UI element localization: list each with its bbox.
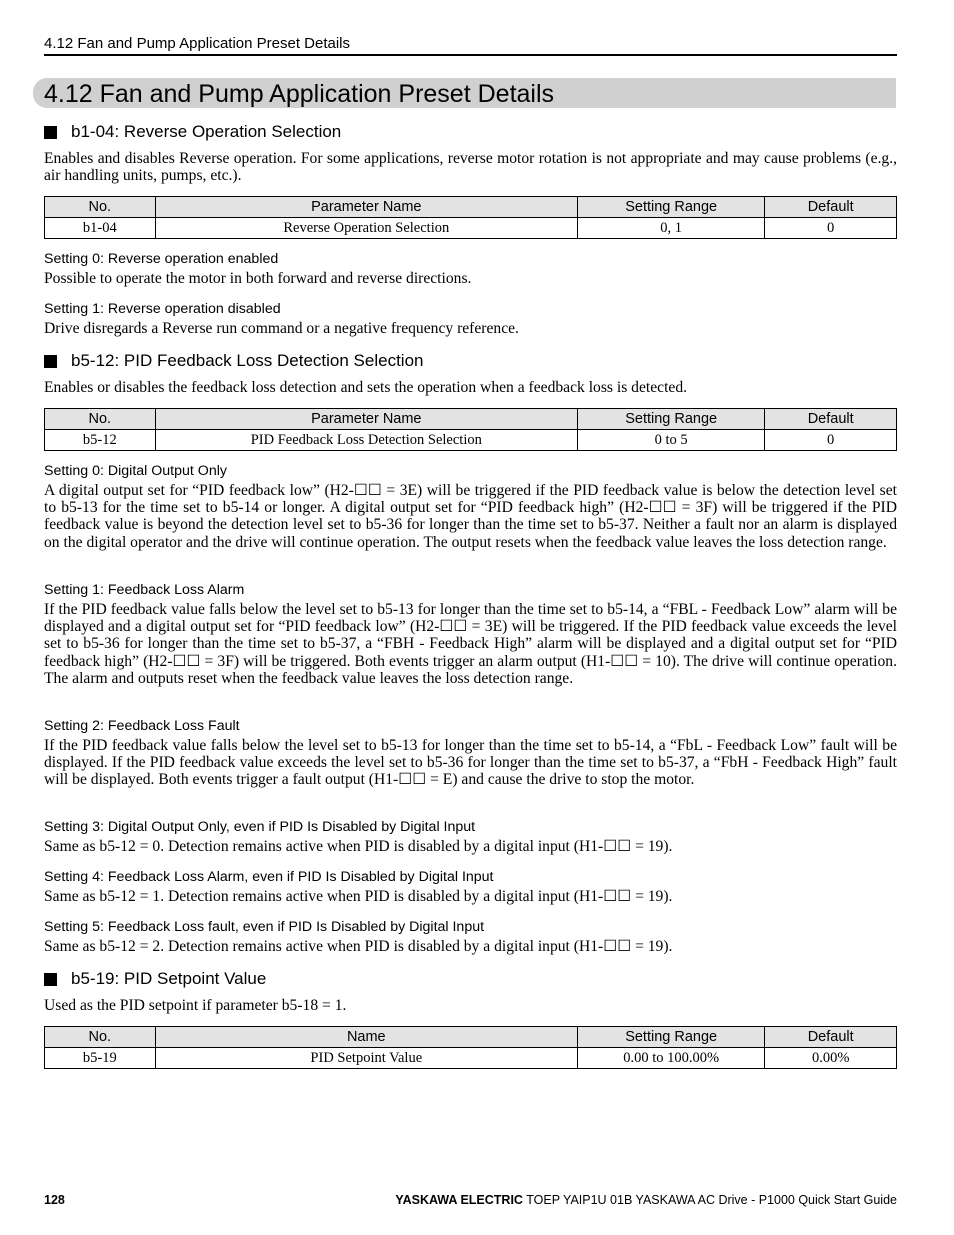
setting-text: Possible to operate the motor in both forward and reverse directions. xyxy=(44,270,472,287)
setting-title: Setting 4: Feedback Loss Alarm, even if PID Is Disabled by Digital Input xyxy=(44,869,494,885)
setting-title: Setting 2: Feedback Loss Fault xyxy=(44,718,240,734)
cell-range: 0 to 5 xyxy=(578,430,765,451)
table-row xyxy=(45,1048,897,1069)
cell-name: PID Setpoint Value xyxy=(155,1048,577,1069)
cell-no: b5-12 xyxy=(45,430,156,451)
setting-title: Setting 0: Digital Output Only xyxy=(44,463,227,479)
cell-default: 0 xyxy=(765,218,897,239)
table-row xyxy=(45,430,897,451)
running-head: 4.12 Fan and Pump Application Preset Details xyxy=(44,35,897,56)
section-b5-19 xyxy=(44,969,897,989)
setting-text: Same as b5-12 = 2. Detection remains active when PID is disabled by a digital input (H1-☐☐ = 19). xyxy=(44,938,673,955)
parameter-table xyxy=(44,196,897,239)
table-header-row xyxy=(45,1027,897,1048)
setting-title: Setting 1: Feedback Loss Alarm xyxy=(44,582,245,598)
table-row xyxy=(45,218,897,239)
table-header-row xyxy=(45,197,897,218)
section-intro: Used as the PID setpoint if parameter b5-18 = 1. xyxy=(44,997,347,1014)
table-header-row xyxy=(45,409,897,430)
setting-title: Setting 3: Digital Output Only, even if PID Is Disabled by Digital Input xyxy=(44,819,476,835)
cell-no: b1-04 xyxy=(45,218,156,239)
chapter-title-bar xyxy=(33,78,896,108)
bullet-square-icon xyxy=(44,355,57,368)
section-heading: b5-12: PID Feedback Loss Detection Selection xyxy=(44,351,897,371)
header-range: Setting Range xyxy=(577,1027,764,1048)
setting-title: Setting 1: Reverse operation disabled xyxy=(44,301,281,317)
section-intro: Enables or disables the feedback loss detection and sets the operation when a feedback loss is detected. xyxy=(44,379,688,396)
header-default: Default xyxy=(765,197,897,218)
setting-text: If the PID feedback value falls below the level set to b5-13 for longer than the time set to b5-14, a “FbL - Feedback Low” fault will be displayed. If the PID feedback value exceeds the level set to b5-36 for longer than the time set to b5-37, a “FbH - Feedback High” fault will be displayed. Both events trigger a fault output (H1-☐☐ = E) and cause the drive to stop the motor. xyxy=(44,737,897,789)
header-no: No. xyxy=(45,1027,156,1048)
page-number: 128 xyxy=(44,1193,65,1207)
bullet-square-icon xyxy=(44,973,57,986)
section-heading: b5-19: PID Setpoint Value xyxy=(44,969,897,989)
section-heading: b1-04: Reverse Operation Selection xyxy=(44,122,897,142)
header-default: Default xyxy=(765,409,897,430)
footer-brand: YASKAWA ELECTRIC xyxy=(395,1193,523,1207)
section-b1-04 xyxy=(44,122,897,142)
section-b5-12 xyxy=(44,351,897,371)
footer-doc-info xyxy=(395,1193,897,1207)
setting-title: Setting 0: Reverse operation enabled xyxy=(44,251,279,267)
header-name: Parameter Name xyxy=(155,409,577,430)
footer-doc-title: TOEP YAIP1U 01B YASKAWA AC Drive - P1000 Quick Start Guide xyxy=(526,1193,897,1207)
header-name: Parameter Name xyxy=(155,197,577,218)
cell-name: Reverse Operation Selection xyxy=(155,218,577,239)
chapter-title: 4.12 Fan and Pump Application Preset Details xyxy=(44,80,555,108)
bullet-square-icon xyxy=(44,126,57,139)
setting-title: Setting 5: Feedback Loss fault, even if PID Is Disabled by Digital Input xyxy=(44,919,485,935)
header-name: Name xyxy=(155,1027,577,1048)
section-intro: Enables and disables Reverse operation. For some applications, reverse motor rotation is not appropriate and may cause problems (e.g., air handling units, pumps, etc.). xyxy=(44,150,897,185)
header-default: Default xyxy=(765,1027,897,1048)
cell-range: 0.00 to 100.00% xyxy=(577,1048,764,1069)
setting-text: Same as b5-12 = 1. Detection remains active when PID is disabled by a digital input (H1-☐☐ = 19). xyxy=(44,888,673,905)
cell-default: 0.00% xyxy=(765,1048,897,1069)
parameter-table xyxy=(44,408,897,451)
setting-text: If the PID feedback value falls below the level set to b5-13 for longer than the time set to b5-14, a “FBL - Feedback Low” alarm will be displayed and a digital output set for “PID feedback low” (H2-☐☐ = 3E) will be triggered. If the PID feedback value exceeds the level set to b5-36 for longer than the time set to b5-37, a “FBH - Feedback High” alarm will be displayed and a digital output set for “PID feedback high” (H2-☐☐ = 3F) will be triggered. Both events trigger an alarm output (H1-☐☐ = 10). The drive will continue operation. The alarm and outputs reset when the feedback value leaves the loss detection range. xyxy=(44,601,897,687)
cell-no: b5-19 xyxy=(45,1048,156,1069)
cell-default: 0 xyxy=(765,430,897,451)
header-range: Setting Range xyxy=(578,409,765,430)
cell-range: 0, 1 xyxy=(578,218,765,239)
cell-name: PID Feedback Loss Detection Selection xyxy=(155,430,577,451)
parameter-table xyxy=(44,1026,897,1069)
setting-text: Same as b5-12 = 0. Detection remains active when PID is disabled by a digital input (H1-☐☐ = 19). xyxy=(44,838,673,855)
header-no: No. xyxy=(45,197,156,218)
header-range: Setting Range xyxy=(578,197,765,218)
header-no: No. xyxy=(45,409,156,430)
setting-text: A digital output set for “PID feedback low” (H2-☐☐ = 3E) will be triggered if the PID feedback value is below the detection level set to b5-13 for the time set to b5-14 or longer. A digital output set for “PID feedback high” (H2-☐☐ = 3F) will be triggered if the PID feedback value is beyond the detection level set to b5-36 for longer than the time set to b5-37. Neither a fault nor an alarm is displayed on the digital operator and the drive will continue operation. The output resets when the feedback value leaves the loss detection range. xyxy=(44,482,897,551)
setting-text: Drive disregards a Reverse run command or a negative frequency reference. xyxy=(44,320,519,337)
